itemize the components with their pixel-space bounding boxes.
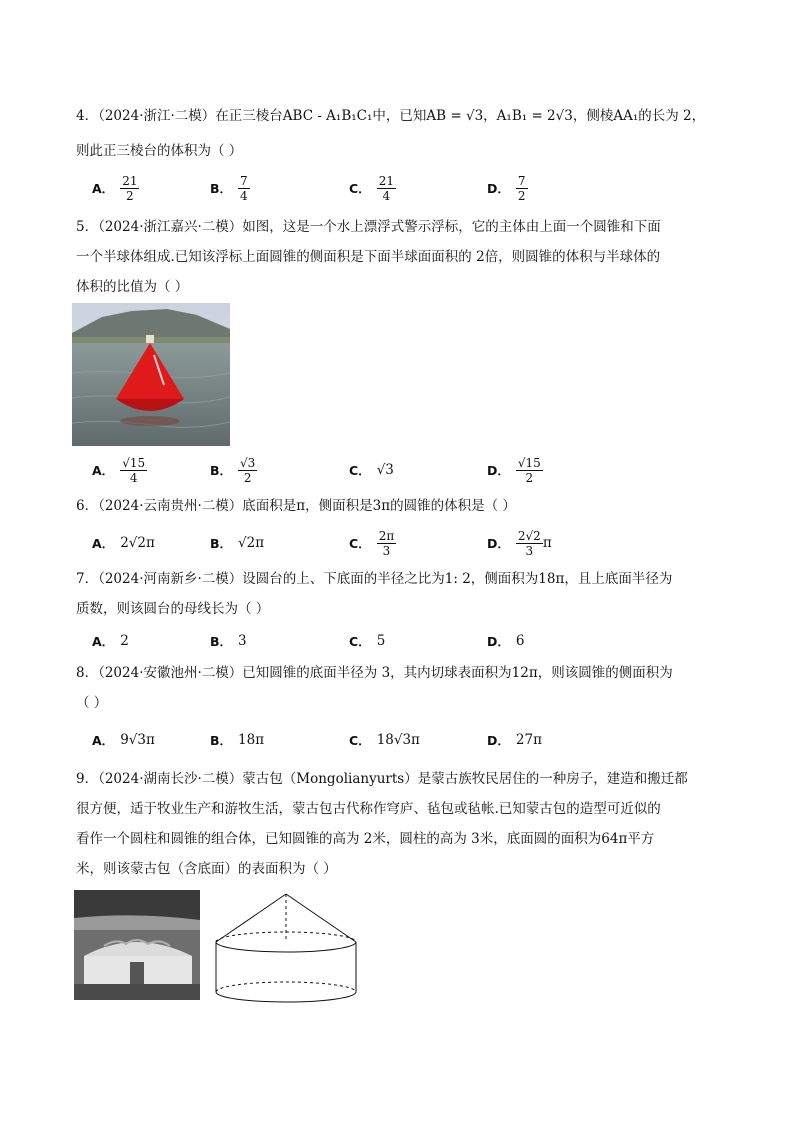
option-label: C．	[349, 733, 371, 748]
option-a	[92, 525, 155, 561]
option-value: 27π	[515, 732, 542, 748]
q8-line1: 8．（2024·安徽池州·二模）已知圆锥的底面半径为 3，其内切球表面积为12π，则该圆锥的侧面积为	[76, 665, 673, 681]
q6-options	[92, 525, 652, 561]
option-d	[487, 525, 552, 561]
buoy-photo	[72, 303, 230, 446]
q5-line1: 5．（2024·浙江嘉兴·二模）如图，这是一个水上漂浮式警示浮标，它的主体由上面一个圆锥和下面	[76, 219, 661, 235]
cone-right-edge	[286, 894, 356, 942]
numerator: 21	[122, 173, 138, 188]
option-label: B．	[210, 463, 233, 478]
fraction	[120, 174, 139, 203]
top-front-arc	[216, 942, 356, 952]
bottom-back-arc	[216, 982, 356, 992]
numerator: √15	[517, 455, 541, 470]
option-label: B．	[210, 181, 233, 196]
fraction	[238, 456, 257, 485]
option-a	[92, 452, 147, 488]
option-d	[487, 722, 542, 758]
denominator: 4	[129, 470, 138, 485]
denominator: 4	[382, 188, 391, 203]
q7-options	[92, 623, 652, 659]
option-value: 2√2π	[120, 535, 155, 551]
option-label: C．	[349, 536, 371, 551]
fraction	[516, 456, 543, 485]
numerator: 21	[378, 173, 394, 188]
option-a	[92, 623, 129, 659]
cone-left-edge	[216, 894, 286, 942]
option-label: A．	[92, 536, 115, 551]
numerator: 7	[517, 173, 526, 188]
option-c	[349, 452, 394, 488]
numerator: √15	[122, 455, 146, 470]
option-b	[210, 452, 257, 488]
option-label: D．	[487, 536, 510, 551]
option-label: C．	[349, 634, 371, 649]
option-b	[210, 170, 250, 206]
denominator: 3	[382, 543, 391, 558]
numerator: 7	[240, 173, 248, 188]
option-d	[487, 452, 543, 488]
fraction	[238, 174, 250, 203]
denominator: 2	[243, 470, 252, 485]
option-label: B．	[210, 536, 233, 551]
q6-line1: 6．（2024·云南贵州·二模）底面积是π，侧面积是3π的圆锥的体积是（ ）	[76, 498, 516, 514]
option-b	[210, 623, 247, 659]
option-value: 9√3π	[120, 732, 155, 748]
option-label: D．	[487, 181, 510, 196]
option-a	[92, 170, 139, 206]
option-label: D．	[487, 463, 510, 478]
numerator: 2π	[378, 528, 395, 543]
option-b	[210, 525, 264, 561]
fraction	[120, 456, 147, 485]
option-label: A．	[92, 181, 115, 196]
numerator: 2√2	[517, 528, 541, 543]
q4-line2: 则此正三棱台的体积为（ ）	[76, 143, 243, 159]
option-b	[210, 722, 264, 758]
option-label: B．	[210, 733, 233, 748]
denominator: 2	[517, 188, 526, 203]
yurt-diagram	[212, 888, 360, 1004]
q7-line1: 7．（2024·河南新乡·二模）设圆台的上、下底面的半径之比为1: 2，侧面积为18π，且上底面半径为	[76, 571, 673, 587]
q5-line2: 一个半球体组成.已知该浮标上面圆锥的侧面积是下面半球面面积的 2倍，则圆锥的体积与半球体的	[76, 249, 661, 265]
option-value: 2	[120, 633, 129, 649]
q4-options	[92, 170, 652, 206]
option-label: A．	[92, 733, 115, 748]
fraction	[377, 529, 397, 558]
q8-options	[92, 722, 652, 758]
option-d	[487, 623, 524, 659]
q4-line1: 4．（2024·浙江·二模）在正三棱台ABC - A₁B₁C₁中，已知AB = √3，A₁B₁ = 2√3，侧棱AA₁的长为 2，	[76, 108, 706, 124]
q9-line2: 很方便，适于牧业生产和游牧生活，蒙古包古代称作穹庐、毡包或毡帐.已知蒙古包的造型可近似的	[76, 801, 661, 817]
fraction	[516, 174, 528, 203]
denominator: 3	[525, 543, 534, 558]
option-c	[349, 623, 385, 659]
q5-options	[92, 452, 652, 488]
option-c	[349, 525, 396, 561]
option-value: 18√3π	[376, 732, 420, 748]
option-value: 6	[515, 633, 525, 649]
option-label: A．	[92, 634, 115, 649]
denominator: 2	[126, 188, 134, 203]
option-label: D．	[487, 733, 510, 748]
q5-line3: 体积的比值为（ ）	[76, 279, 189, 295]
option-label: C．	[349, 181, 371, 196]
option-label: C．	[349, 463, 371, 478]
option-label: D．	[487, 634, 510, 649]
option-value: 5	[376, 633, 386, 649]
option-tail: π	[542, 535, 552, 551]
option-value: √2π	[238, 535, 265, 551]
denominator: 2	[525, 470, 534, 485]
option-value: 18π	[238, 732, 265, 748]
q9-line3: 看作一个圆柱和圆锥的组合体，已知圆锥的高为 2米，圆柱的高为 3米，底面圆的面积为64π平方	[76, 831, 655, 847]
q7-line2: 质数，则该圆台的母线长为（ ）	[76, 601, 270, 617]
yurt-photo	[74, 890, 200, 1000]
option-value: 3	[238, 633, 247, 649]
option-c	[349, 722, 420, 758]
option-label: A．	[92, 463, 115, 478]
option-label: B．	[210, 634, 233, 649]
numerator: √3	[240, 455, 256, 470]
option-c	[349, 170, 396, 206]
option-value: √3	[376, 462, 394, 478]
bottom-front-arc	[216, 992, 356, 1002]
q9-line1: 9．（2024·湖南长沙·二模）蒙古包（Mongolianyurts）是蒙古族牧民居住的一种房子，建造和搬迁都	[76, 771, 688, 787]
q9-line4: 米，则该蒙古包（含底面）的表面积为（ ）	[76, 861, 337, 877]
q8-line2: （ ）	[76, 695, 108, 711]
option-a	[92, 722, 155, 758]
fraction	[516, 529, 543, 558]
fraction	[377, 174, 396, 203]
option-d	[487, 170, 528, 206]
denominator: 4	[240, 188, 248, 203]
